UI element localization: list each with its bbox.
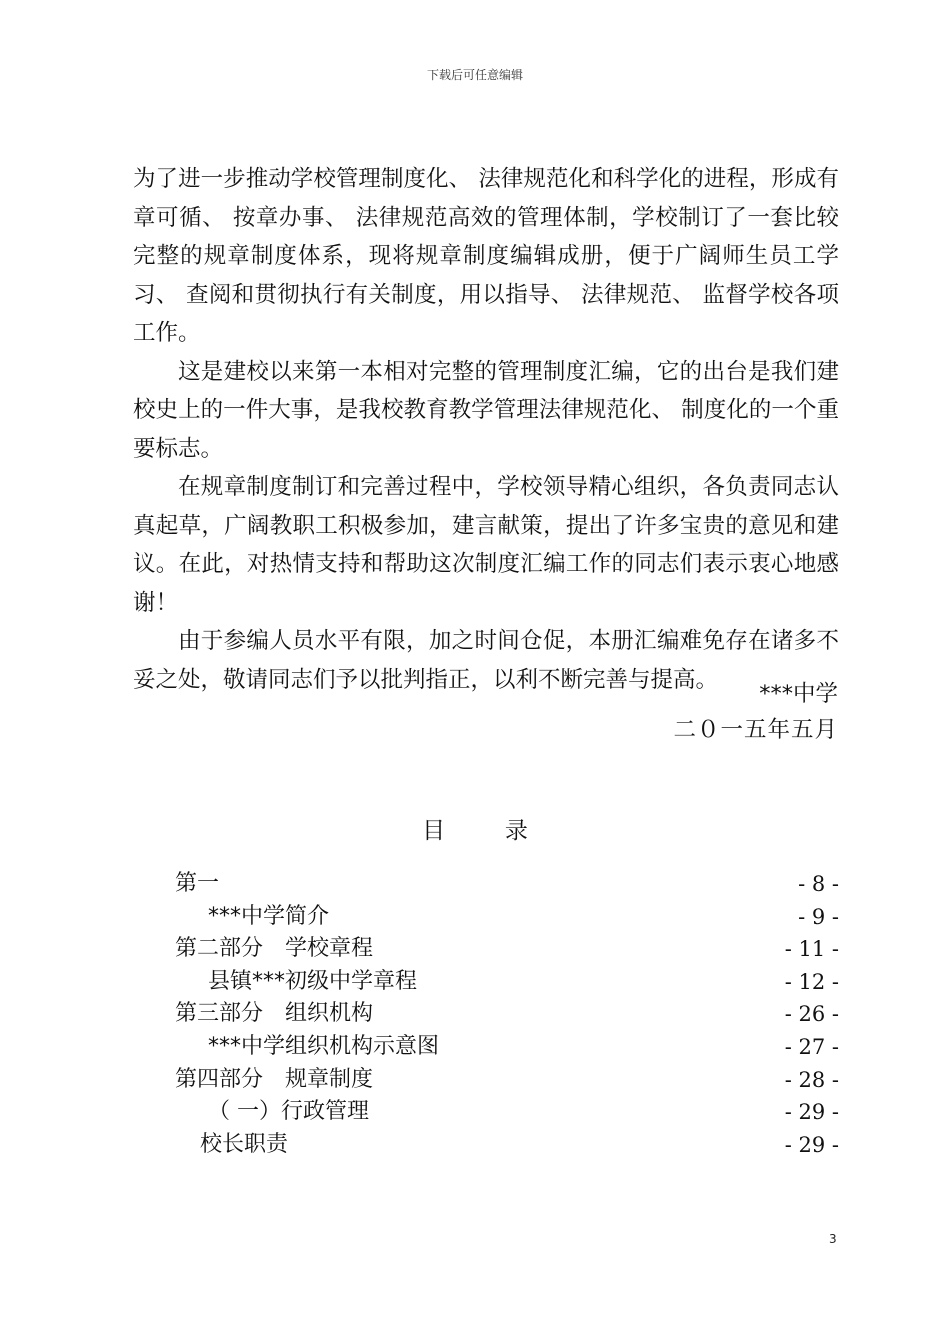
toc-entry[interactable] [175, 966, 839, 999]
toc-entry-label: 第一 [175, 871, 220, 896]
toc-entry-page: - 29 - [784, 1132, 839, 1157]
preface-paragraph: 由于参编人员水平有限，加之时间仓促，本册汇编难免存在诸多不妥之处，敬请同志们予以批判指正，以利不断完善与提高。 [133, 628, 839, 693]
toc-entry-page: - 29 - [784, 1100, 839, 1125]
toc-entry-page: - 26 - [784, 1002, 839, 1027]
toc-entry[interactable] [175, 901, 839, 934]
header-note: 下载后可任意编辑 [426, 68, 523, 82]
signature-date: 二０一五年五月 [673, 717, 838, 743]
toc-entry-page: - 27 - [784, 1034, 839, 1059]
toc-entry-label: （ 一）行政管理 [208, 1099, 369, 1125]
toc-entry-label: 第二部分 学校章程 [175, 936, 374, 962]
toc-title: 目录 [422, 818, 588, 844]
preface-paragraph: 这是建校以来第一本相对完整的管理制度汇编，它的出台是我们建校史上的一件大事，是我校教育教学管理法律规范化、 制度化的一个重要标志。 [133, 358, 839, 462]
toc-entry[interactable] [175, 1064, 839, 1097]
table-of-contents [175, 868, 839, 1161]
toc-entry-label: 县镇***初级中学章程 [208, 968, 418, 994]
toc-entry-page: - 28 - [784, 1067, 839, 1092]
toc-entry-page: - 11 - [784, 937, 839, 962]
toc-entry-label: ***中学简介 [208, 903, 330, 929]
preface-section [133, 160, 839, 699]
page-number: 3 [829, 1232, 837, 1246]
signature-org: ***中学 [759, 681, 838, 707]
toc-entry[interactable] [175, 1129, 839, 1162]
toc-entry[interactable] [175, 868, 839, 901]
toc-entry-label: 校长职责 [200, 1131, 289, 1157]
preface-paragraph: 在规章制度制订和完善过程中，学校领导精心组织，各负责同志认真起草，广阔教职工积极参加，建言献策，提出了许多宝贵的意见和建议。在此，对热情支持和帮助这次制度汇编工作的同志们表示衷心地感谢！ [133, 474, 839, 616]
signature-block [673, 676, 838, 748]
toc-entry-page: - 8 - [798, 872, 839, 896]
toc-entry-page: - 9 - [798, 904, 839, 929]
toc-entry[interactable] [175, 998, 839, 1031]
toc-entry-label: 第三部分 组织机构 [175, 1001, 374, 1027]
toc-entry-page: - 12 - [784, 969, 839, 994]
toc-entry[interactable] [175, 1031, 839, 1064]
toc-entry[interactable] [175, 1096, 839, 1129]
toc-entry-label: 第四部分 规章制度 [175, 1066, 374, 1092]
toc-entry-label: ***中学组织机构示意图 [208, 1033, 440, 1059]
preface-paragraph: 为了进一步推动学校管理制度化、 法律规范化和科学化的进程，形成有章可循、 按章办事、 法律规范高效的管理体制，学校制订了一套比较完整的规章制度体系，现将规章制度编辑成册，便于广阔师生员工学习、 查阅和贯彻执行有关制度，用以指导、 法律规范、 监督学校各项工作。 [133, 166, 839, 346]
toc-entry[interactable] [175, 933, 839, 966]
